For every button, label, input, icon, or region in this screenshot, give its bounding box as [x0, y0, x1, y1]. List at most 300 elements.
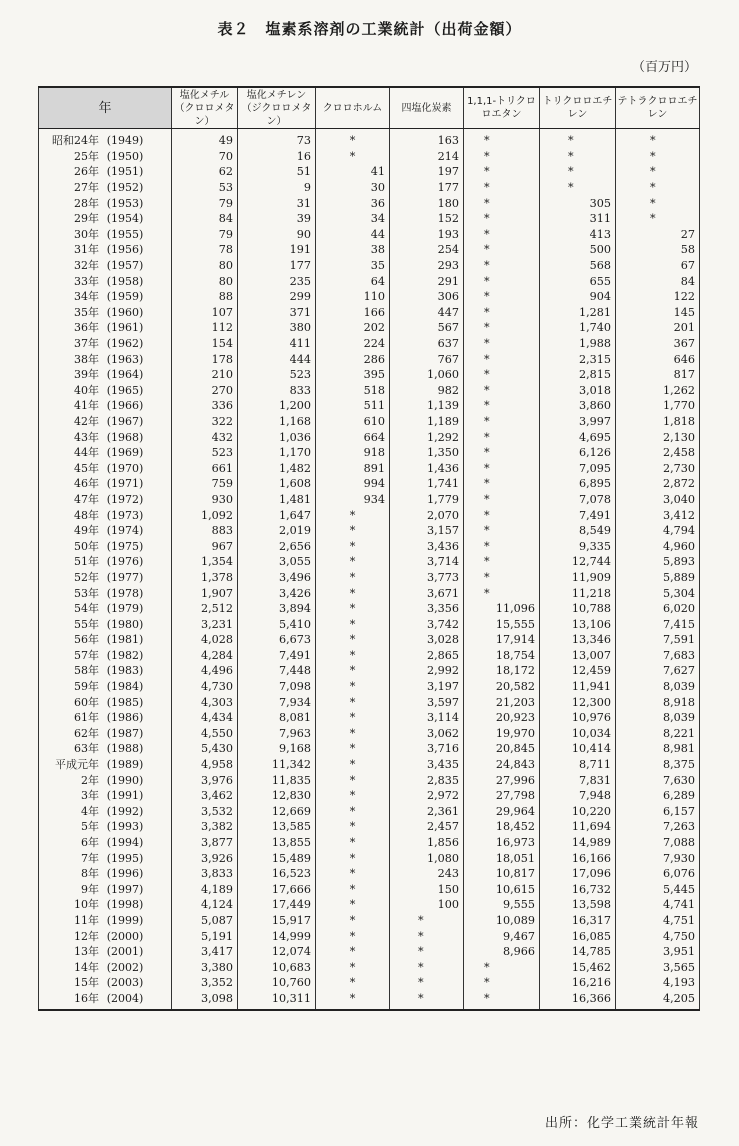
year-cell — [39, 570, 172, 586]
value-cell: * — [316, 523, 390, 539]
era-year: 26年 — [74, 165, 99, 179]
value-cell: 4,695 — [540, 429, 616, 445]
value-cell: * — [464, 195, 540, 211]
value-cell: 444 — [238, 351, 316, 367]
table-row — [39, 913, 700, 929]
value-cell: 6,895 — [540, 476, 616, 492]
western-year: (1961) — [106, 321, 144, 335]
value-cell: 2,815 — [540, 367, 616, 383]
value-cell: 1,436 — [390, 460, 464, 476]
year-cell — [39, 507, 172, 523]
value-cell: 12,830 — [238, 788, 316, 804]
table-row — [39, 180, 700, 196]
table-row — [39, 195, 700, 211]
value-cell: 4,028 — [172, 632, 238, 648]
value-cell: 322 — [172, 414, 238, 430]
year-cell — [39, 788, 172, 804]
era-year: 13年 — [74, 945, 99, 959]
value-cell: 67 — [616, 258, 700, 274]
value-cell: 27 — [616, 227, 700, 243]
value-cell: 19,970 — [464, 726, 540, 742]
value-cell: 53 — [172, 180, 238, 196]
year-cell — [39, 460, 172, 476]
table-row — [39, 710, 700, 726]
value-cell: * — [616, 211, 700, 227]
era-year: 10年 — [74, 898, 99, 912]
column-header: トリクロロエチレン — [540, 87, 616, 129]
value-cell: 3,062 — [390, 726, 464, 742]
table-row — [39, 585, 700, 601]
value-cell: * — [316, 679, 390, 695]
era-year: 59年 — [74, 680, 99, 694]
value-cell: 286 — [316, 351, 390, 367]
value-cell: 299 — [238, 289, 316, 305]
table-row — [39, 648, 700, 664]
value-cell: 4,730 — [172, 679, 238, 695]
value-cell: 44 — [316, 227, 390, 243]
era-year: 38年 — [74, 352, 99, 366]
value-cell: 3,860 — [540, 398, 616, 414]
value-cell: 7,098 — [238, 679, 316, 695]
western-year: (1991) — [106, 789, 144, 803]
western-year: (1963) — [106, 352, 144, 366]
unit-label: （百万円） — [631, 60, 697, 75]
value-cell: * — [540, 129, 616, 149]
value-cell: 152 — [390, 211, 464, 227]
value-cell: * — [390, 991, 464, 1011]
western-year: (1981) — [106, 633, 144, 647]
value-cell: 8,375 — [616, 757, 700, 773]
western-year: (1965) — [106, 383, 144, 397]
era-year: 36年 — [74, 321, 99, 335]
value-cell: 2,070 — [390, 507, 464, 523]
value-cell: 16,317 — [540, 913, 616, 929]
value-cell: * — [316, 149, 390, 165]
value-cell: * — [316, 835, 390, 851]
value-cell: * — [316, 850, 390, 866]
value-cell: * — [316, 694, 390, 710]
value-cell: 5,087 — [172, 913, 238, 929]
value-cell: 4,434 — [172, 710, 238, 726]
value-cell: 17,449 — [238, 897, 316, 913]
value-cell: 3,028 — [390, 632, 464, 648]
value-cell: 18,452 — [464, 819, 540, 835]
era-year: 55年 — [74, 617, 99, 631]
value-cell: 13,106 — [540, 616, 616, 632]
era-year: 34年 — [74, 290, 99, 304]
column-header: クロロホルム — [316, 87, 390, 129]
value-cell: * — [316, 741, 390, 757]
value-cell: * — [316, 585, 390, 601]
value-cell: 3,040 — [616, 492, 700, 508]
value-cell: 767 — [390, 351, 464, 367]
value-cell: * — [316, 959, 390, 975]
western-year: (1999) — [106, 913, 144, 927]
table-row — [39, 928, 700, 944]
value-cell: 918 — [316, 445, 390, 461]
value-cell: 3,055 — [238, 554, 316, 570]
value-cell: 9 — [238, 180, 316, 196]
western-year: (1980) — [106, 617, 144, 631]
value-cell: 39 — [238, 211, 316, 227]
western-year: (1998) — [106, 898, 144, 912]
value-cell: 193 — [390, 227, 464, 243]
value-cell: 35 — [316, 258, 390, 274]
era-year: 6年 — [81, 836, 99, 850]
value-cell: 10,817 — [464, 866, 540, 882]
table-row — [39, 726, 700, 742]
value-cell: 10,414 — [540, 741, 616, 757]
era-year: 41年 — [74, 399, 99, 413]
era-year: 61年 — [74, 711, 99, 725]
western-year: (1952) — [106, 181, 144, 195]
value-cell: * — [464, 585, 540, 601]
era-year: 29年 — [74, 212, 99, 226]
value-cell: * — [316, 882, 390, 898]
value-cell: 20,582 — [464, 679, 540, 695]
table-row — [39, 258, 700, 274]
value-cell: 12,459 — [540, 663, 616, 679]
value-cell: 7,448 — [238, 663, 316, 679]
value-cell: 291 — [390, 273, 464, 289]
column-header: テトラクロロエチレン — [616, 87, 700, 129]
value-cell: 243 — [390, 866, 464, 882]
era-year: 56年 — [74, 633, 99, 647]
year-cell — [39, 445, 172, 461]
era-year: 15年 — [74, 976, 99, 990]
value-cell: 7,963 — [238, 726, 316, 742]
table-row — [39, 164, 700, 180]
table-row — [39, 601, 700, 617]
year-cell — [39, 866, 172, 882]
value-cell: 7,683 — [616, 648, 700, 664]
value-cell: * — [316, 944, 390, 960]
era-year: 16年 — [74, 991, 99, 1005]
value-cell: 21,203 — [464, 694, 540, 710]
table-row — [39, 741, 700, 757]
year-cell — [39, 367, 172, 383]
value-cell: * — [464, 398, 540, 414]
value-cell: 2,458 — [616, 445, 700, 461]
value-cell: 11,096 — [464, 601, 540, 617]
table-row — [39, 445, 700, 461]
table-row — [39, 305, 700, 321]
value-cell: 3,412 — [616, 507, 700, 523]
era-year: 4年 — [81, 804, 99, 818]
value-cell: * — [464, 320, 540, 336]
western-year: (1972) — [106, 492, 144, 506]
western-year: (1957) — [106, 259, 144, 273]
western-year: (1951) — [106, 165, 144, 179]
value-cell: 49 — [172, 129, 238, 149]
value-cell: 3,462 — [172, 788, 238, 804]
table-row — [39, 351, 700, 367]
year-cell — [39, 601, 172, 617]
table-header-row — [39, 87, 700, 129]
value-cell: 29,964 — [464, 804, 540, 820]
value-cell: 7,948 — [540, 788, 616, 804]
value-cell: 930 — [172, 492, 238, 508]
value-cell: 883 — [172, 523, 238, 539]
value-cell: 2,019 — [238, 523, 316, 539]
table-row — [39, 772, 700, 788]
value-cell: 214 — [390, 149, 464, 165]
year-cell — [39, 305, 172, 321]
year-cell — [39, 273, 172, 289]
value-cell: 1,988 — [540, 336, 616, 352]
era-year: 28年 — [74, 196, 99, 210]
value-cell: * — [464, 507, 540, 523]
value-cell: 4,550 — [172, 726, 238, 742]
value-cell: 18,051 — [464, 850, 540, 866]
table-row — [39, 804, 700, 820]
value-cell: 2,865 — [390, 648, 464, 664]
value-cell: 18,172 — [464, 663, 540, 679]
value-cell: 904 — [540, 289, 616, 305]
era-year: 54年 — [74, 602, 99, 616]
value-cell: 3,773 — [390, 570, 464, 586]
era-year: 30年 — [74, 227, 99, 241]
value-cell: * — [464, 180, 540, 196]
table-row — [39, 242, 700, 258]
value-cell: 1,189 — [390, 414, 464, 430]
table-row — [39, 835, 700, 851]
value-cell: * — [390, 975, 464, 991]
value-cell: 16 — [238, 149, 316, 165]
value-cell: * — [464, 305, 540, 321]
value-cell: 934 — [316, 492, 390, 508]
value-cell: 58 — [616, 242, 700, 258]
value-cell: * — [464, 460, 540, 476]
table-row — [39, 383, 700, 399]
era-year: 37年 — [74, 337, 99, 351]
value-cell: 891 — [316, 460, 390, 476]
value-cell: 3,997 — [540, 414, 616, 430]
value-cell: * — [464, 959, 540, 975]
era-year: 5年 — [81, 820, 99, 834]
value-cell: * — [540, 149, 616, 165]
year-cell — [39, 149, 172, 165]
table-row — [39, 211, 700, 227]
value-cell: 12,300 — [540, 694, 616, 710]
value-cell: 7,930 — [616, 850, 700, 866]
year-cell — [39, 710, 172, 726]
era-year: 63年 — [74, 742, 99, 756]
year-cell — [39, 258, 172, 274]
table-row — [39, 788, 700, 804]
value-cell: 78 — [172, 242, 238, 258]
value-cell: * — [464, 258, 540, 274]
value-cell: 1,092 — [172, 507, 238, 523]
value-cell: * — [464, 367, 540, 383]
value-cell: 4,496 — [172, 663, 238, 679]
value-cell: 1,770 — [616, 398, 700, 414]
value-cell: 8,549 — [540, 523, 616, 539]
value-cell: 637 — [390, 336, 464, 352]
value-cell: 3,231 — [172, 616, 238, 632]
value-cell: * — [464, 129, 540, 149]
era-year: 32年 — [74, 259, 99, 273]
western-year: (1974) — [106, 524, 144, 538]
value-cell: 1,281 — [540, 305, 616, 321]
value-cell: 500 — [540, 242, 616, 258]
era-year: 44年 — [74, 446, 99, 460]
value-cell: 3,426 — [238, 585, 316, 601]
value-cell: 14,989 — [540, 835, 616, 851]
value-cell: 197 — [390, 164, 464, 180]
value-cell: 100 — [390, 897, 464, 913]
western-year: (1987) — [106, 726, 144, 740]
value-cell: 3,671 — [390, 585, 464, 601]
value-cell: 16,523 — [238, 866, 316, 882]
value-cell: 411 — [238, 336, 316, 352]
year-cell — [39, 554, 172, 570]
value-cell: 79 — [172, 227, 238, 243]
era-year: 42年 — [74, 414, 99, 428]
value-cell: * — [616, 195, 700, 211]
value-cell: 13,346 — [540, 632, 616, 648]
value-cell: * — [464, 492, 540, 508]
value-cell: * — [616, 129, 700, 149]
value-cell: * — [390, 913, 464, 929]
value-cell: 1,139 — [390, 398, 464, 414]
value-cell: 5,304 — [616, 585, 700, 601]
value-cell: * — [616, 149, 700, 165]
value-cell: 664 — [316, 429, 390, 445]
value-cell: 7,263 — [616, 819, 700, 835]
value-cell: 166 — [316, 305, 390, 321]
table-row — [39, 663, 700, 679]
value-cell: * — [464, 149, 540, 165]
value-cell: * — [390, 944, 464, 960]
table-row — [39, 476, 700, 492]
value-cell: 3,894 — [238, 601, 316, 617]
era-year: 60年 — [74, 695, 99, 709]
year-cell — [39, 429, 172, 445]
year-cell — [39, 398, 172, 414]
western-year: (1986) — [106, 711, 144, 725]
value-cell: 8,711 — [540, 757, 616, 773]
value-cell: 2,730 — [616, 460, 700, 476]
value-cell: 8,981 — [616, 741, 700, 757]
value-cell: 1,481 — [238, 492, 316, 508]
era-year: 49年 — [74, 524, 99, 538]
western-year: (1975) — [106, 539, 144, 553]
value-cell: 8,081 — [238, 710, 316, 726]
value-cell: 5,191 — [172, 928, 238, 944]
year-cell — [39, 383, 172, 399]
value-cell: 3,356 — [390, 601, 464, 617]
western-year: (1970) — [106, 461, 144, 475]
value-cell: 11,835 — [238, 772, 316, 788]
value-cell: 967 — [172, 538, 238, 554]
value-cell: 1,350 — [390, 445, 464, 461]
year-cell — [39, 944, 172, 960]
value-cell: 201 — [616, 320, 700, 336]
value-cell: 4,794 — [616, 523, 700, 539]
value-cell: 1,907 — [172, 585, 238, 601]
year-cell — [39, 913, 172, 929]
value-cell: 518 — [316, 383, 390, 399]
value-cell: 1,080 — [390, 850, 464, 866]
western-year: (1976) — [106, 555, 144, 569]
value-cell: 13,855 — [238, 835, 316, 851]
table-row — [39, 273, 700, 289]
value-cell: 79 — [172, 195, 238, 211]
value-cell: 2,457 — [390, 819, 464, 835]
era-year: 39年 — [74, 368, 99, 382]
value-cell: 3,197 — [390, 679, 464, 695]
value-cell: 112 — [172, 320, 238, 336]
value-cell: 3,157 — [390, 523, 464, 539]
value-cell: 27,996 — [464, 772, 540, 788]
era-year: 33年 — [74, 274, 99, 288]
value-cell: 610 — [316, 414, 390, 430]
value-cell: 10,788 — [540, 601, 616, 617]
value-cell: 17,666 — [238, 882, 316, 898]
year-cell — [39, 679, 172, 695]
western-year: (1997) — [106, 882, 144, 896]
western-year: (1977) — [106, 570, 144, 584]
era-year: 11年 — [74, 913, 99, 927]
value-cell: 8,039 — [616, 679, 700, 695]
value-cell: 646 — [616, 351, 700, 367]
value-cell: 8,221 — [616, 726, 700, 742]
era-year: 62年 — [74, 726, 99, 740]
value-cell: 3,382 — [172, 819, 238, 835]
value-cell: 235 — [238, 273, 316, 289]
era-year: 9年 — [81, 882, 99, 896]
value-cell: 24,843 — [464, 757, 540, 773]
value-cell: * — [464, 476, 540, 492]
value-cell: 3,833 — [172, 866, 238, 882]
table-row — [39, 959, 700, 975]
value-cell: 177 — [390, 180, 464, 196]
table-row — [39, 367, 700, 383]
value-cell: 3,018 — [540, 383, 616, 399]
value-cell: 73 — [238, 129, 316, 149]
year-cell — [39, 336, 172, 352]
value-cell: 3,114 — [390, 710, 464, 726]
column-header: 四塩化炭素 — [390, 87, 464, 129]
value-cell: 27,798 — [464, 788, 540, 804]
value-cell: 7,627 — [616, 663, 700, 679]
value-cell: 17,914 — [464, 632, 540, 648]
value-cell: 4,303 — [172, 694, 238, 710]
value-cell: 51 — [238, 164, 316, 180]
year-cell — [39, 523, 172, 539]
value-cell: 12,744 — [540, 554, 616, 570]
value-cell: 371 — [238, 305, 316, 321]
value-cell: 6,157 — [616, 804, 700, 820]
era-year: 58年 — [74, 664, 99, 678]
value-cell: 4,750 — [616, 928, 700, 944]
year-cell — [39, 850, 172, 866]
value-cell: 3,976 — [172, 772, 238, 788]
value-cell: * — [464, 273, 540, 289]
year-cell — [39, 195, 172, 211]
value-cell: * — [540, 164, 616, 180]
year-cell — [39, 648, 172, 664]
value-cell: 5,445 — [616, 882, 700, 898]
value-cell: * — [316, 507, 390, 523]
value-cell: 62 — [172, 164, 238, 180]
value-cell: 3,597 — [390, 694, 464, 710]
year-cell — [39, 129, 172, 149]
value-cell: * — [316, 632, 390, 648]
year-cell — [39, 180, 172, 196]
value-cell: * — [464, 429, 540, 445]
